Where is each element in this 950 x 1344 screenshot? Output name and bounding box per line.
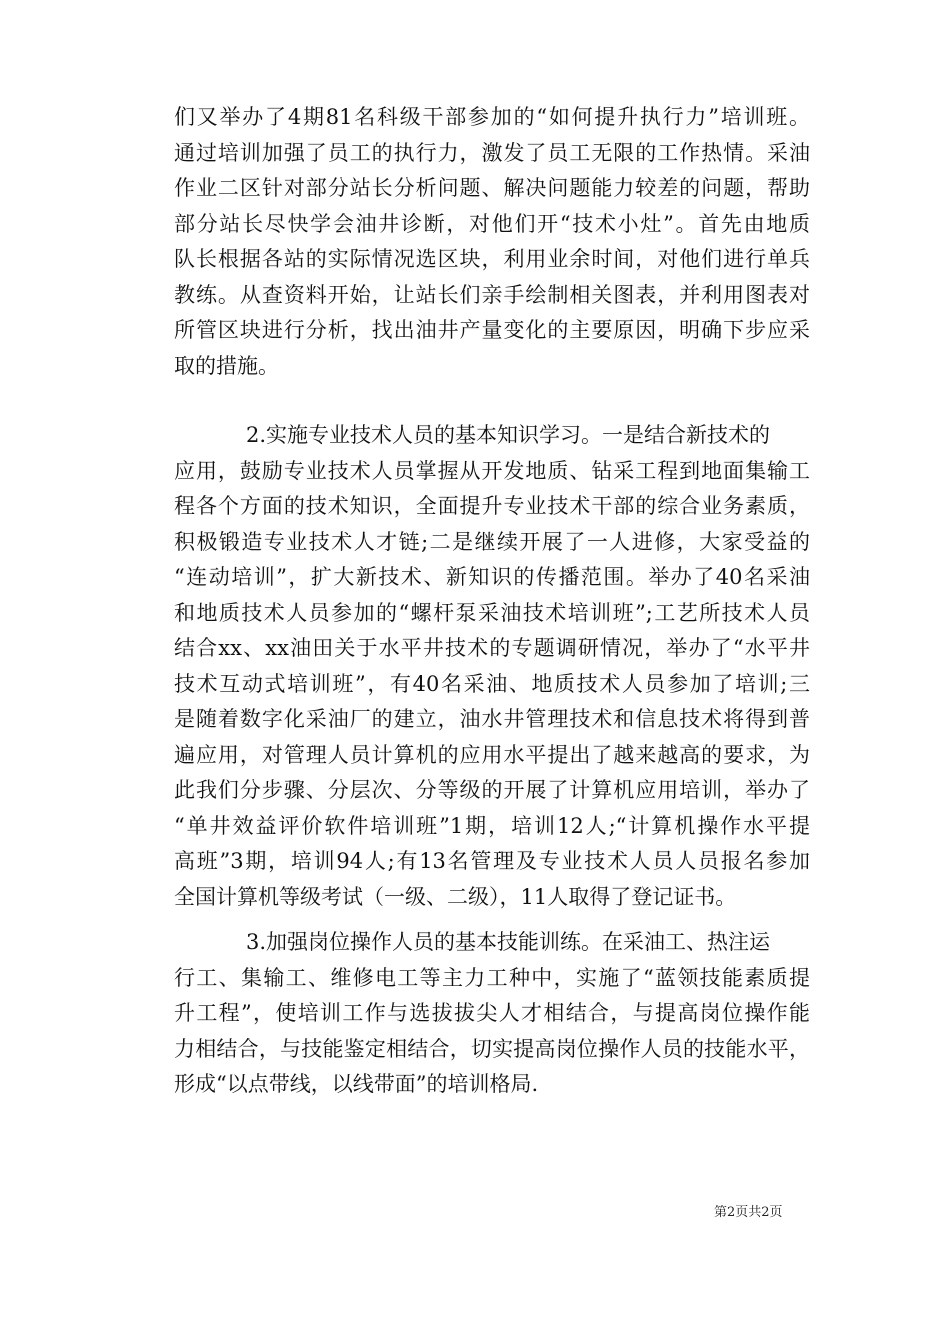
paragraph-first-line: 3.加强岗位操作人员的基本技能训练。在采油工、热注运 xyxy=(246,930,771,954)
paragraph-line: 部分站长尽快学会油井诊断，对他们开“技术小灶”。首先由地质 xyxy=(174,211,810,236)
paragraph-line: 程各个方面的技术知识，全面提升专业技术干部的综合业务素质， xyxy=(174,494,810,518)
paragraph-line: 形成“以点带线，以线带面”的培训格局. xyxy=(174,1072,539,1096)
page-number: 第2页共2页 xyxy=(714,1205,783,1220)
paragraph-line: 全国计算机等级考试（一级、二级），11人取得了登记证书。 xyxy=(174,884,737,909)
paragraph-line: 此我们分步骤、分层次、分等级的开展了计算机应用培训，举办了 xyxy=(174,778,810,802)
paragraph-line: 队长根据各站的实际情况选区块，利用业余时间，对他们进行单兵 xyxy=(174,247,810,271)
paragraph-line: 是随着数字化采油厂的建立，油水井管理技术和信息技术将得到普 xyxy=(174,707,810,731)
paragraph-skills-training xyxy=(174,925,810,1103)
paragraph-line: 应用，鼓励专业技术人员掌握从开发地质、钻采工程到地面集输工 xyxy=(174,458,810,483)
paragraph-line: 升工程”，使培训工作与选拔拔尖人才相结合，与提高岗位操作能 xyxy=(174,1001,810,1025)
paragraph-line: 和地质技术人员参加的“螺杆泵采油技术培训班”;工艺所技术人员 xyxy=(174,600,810,625)
paragraph-line: 技术互动式培训班”，有40名采油、地质技术人员参加了培训;三 xyxy=(174,671,810,696)
paragraph-line: “连动培训”，扩大新技术、新知识的传播范围。举办了40名采油 xyxy=(174,565,810,589)
paragraph-technical-knowledge xyxy=(174,418,810,915)
paragraph-line: “单井效益评价软件培训班”1期，培训12人;“计算机操作水平提 xyxy=(174,813,810,838)
paragraph-line: 结合xx、xx油田关于水平井技术的专题调研情况，举办了“水平井 xyxy=(174,636,810,660)
paragraph-line: 所管区块进行分析，找出油井产量变化的主要原因，明确下步应采 xyxy=(174,318,810,342)
paragraph-line: 积极锻造专业技术人才链;二是继续开展了一人进修，大家受益的 xyxy=(174,529,810,554)
paragraph-line: 取的措施。 xyxy=(174,353,279,378)
paragraph-line: 遍应用，对管理人员计算机的应用水平提出了越来越高的要求，为 xyxy=(174,742,810,767)
paragraph-line: 通过培训加强了员工的执行力，激发了员工无限的工作热情。采油 xyxy=(174,140,810,165)
paragraph-executive-training xyxy=(174,100,810,384)
paragraph-first-line: 2.实施专业技术人员的基本知识学习。一是结合新技术的 xyxy=(246,423,771,447)
paragraph-line: 高班”3期，培训94人;有13名管理及专业技术人员人员报名参加 xyxy=(174,849,810,873)
paragraph-line: 作业二区针对部分站长分析问题、解决问题能力较差的问题，帮助 xyxy=(174,176,810,200)
paragraph-line: 教练。从查资料开始，让站长们亲手绘制相关图表，并利用图表对 xyxy=(174,282,810,307)
paragraph-line: 力相结合，与技能鉴定相结合，切实提高岗位操作人员的技能水平， xyxy=(174,1036,810,1061)
paragraph-line: 们又举办了4期81名科级干部参加的“如何提升执行力”培训班。 xyxy=(174,105,810,129)
paragraph-line: 行工、集输工、维修电工等主力工种中，实施了“蓝领技能素质提 xyxy=(174,965,810,990)
